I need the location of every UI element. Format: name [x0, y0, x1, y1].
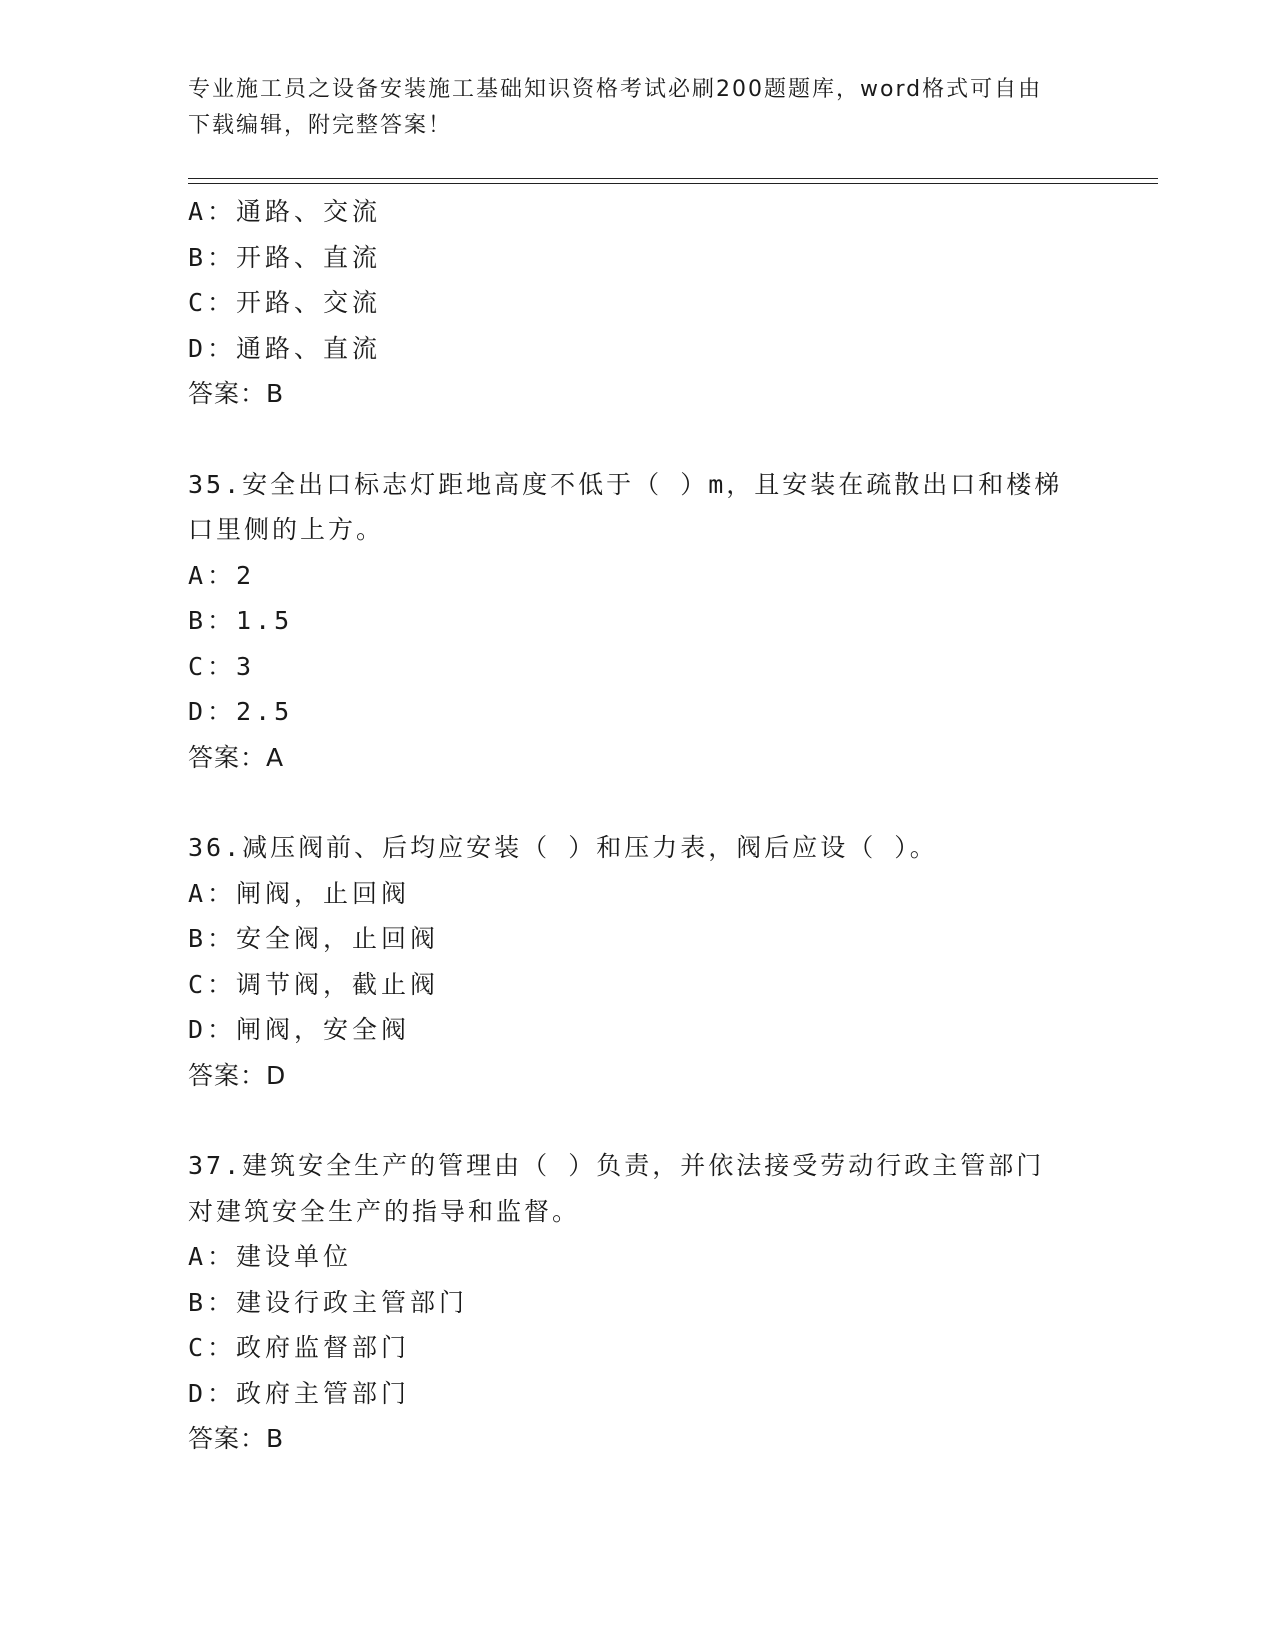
- header-title-line-1: 专业施工员之设备安装施工基础知识资格考试必刷200题题库，word格式可自由: [188, 77, 1043, 102]
- option-d: D：2.5: [188, 697, 294, 726]
- option-a: A：2: [188, 560, 256, 590]
- question-list: [188, 189, 1088, 1462]
- option-a: A：通路、交流: [188, 197, 382, 226]
- question-block-36: [188, 825, 1088, 1098]
- option-b: B：建设行政主管部门: [188, 1287, 469, 1317]
- option-a: A：建设单位: [188, 1242, 353, 1271]
- header-title-line-2: 下载编辑，附完整答案！: [188, 113, 453, 138]
- option-c: C：开路、交流: [188, 288, 382, 317]
- option-c: C：政府监督部门: [188, 1333, 411, 1362]
- question-stem-line: 37.建筑安全生产的管理由（ ）负责，并依法接受劳动行政主管部门: [188, 1151, 1045, 1180]
- question-block-34: [188, 189, 1088, 417]
- question-block-35: [188, 462, 1088, 781]
- spacer: [188, 780, 1088, 825]
- question-stem-line: 口里侧的上方。: [188, 515, 385, 544]
- question-stem-line: 35.安全出口标志灯距地高度不低于（ ）m，且安装在疏散出口和楼梯: [188, 469, 1063, 499]
- option-a: A：闸阀，止回阀: [188, 878, 411, 908]
- option-d: D：通路、直流: [188, 333, 382, 363]
- option-b: B：1.5: [188, 606, 294, 635]
- option-c: C：调节阀，截止阀: [188, 969, 440, 999]
- answer-line: 答案：D: [188, 1060, 287, 1090]
- header-rule-top: [188, 178, 1158, 179]
- spacer: [188, 417, 1088, 462]
- answer-line: 答案：A: [188, 742, 285, 772]
- question-stem-line: 36.减压阀前、后均应安装（ ）和压力表，阀后应设（ ）。: [188, 833, 938, 862]
- header-rule-bottom: [188, 183, 1158, 184]
- option-d: D：政府主管部门: [188, 1378, 411, 1408]
- answer-line: 答案：B: [188, 1424, 285, 1453]
- option-c: C：3: [188, 651, 256, 681]
- option-b: B：开路、直流: [188, 242, 382, 272]
- answer-line: 答案：B: [188, 379, 285, 408]
- document-header: [188, 72, 1088, 144]
- spacer: [188, 1098, 1088, 1143]
- option-d: D：闸阀，安全阀: [188, 1015, 411, 1044]
- option-b: B：安全阀，止回阀: [188, 924, 440, 953]
- question-stem-line: 对建筑安全生产的指导和监督。: [188, 1196, 581, 1226]
- question-block-37: [188, 1143, 1088, 1462]
